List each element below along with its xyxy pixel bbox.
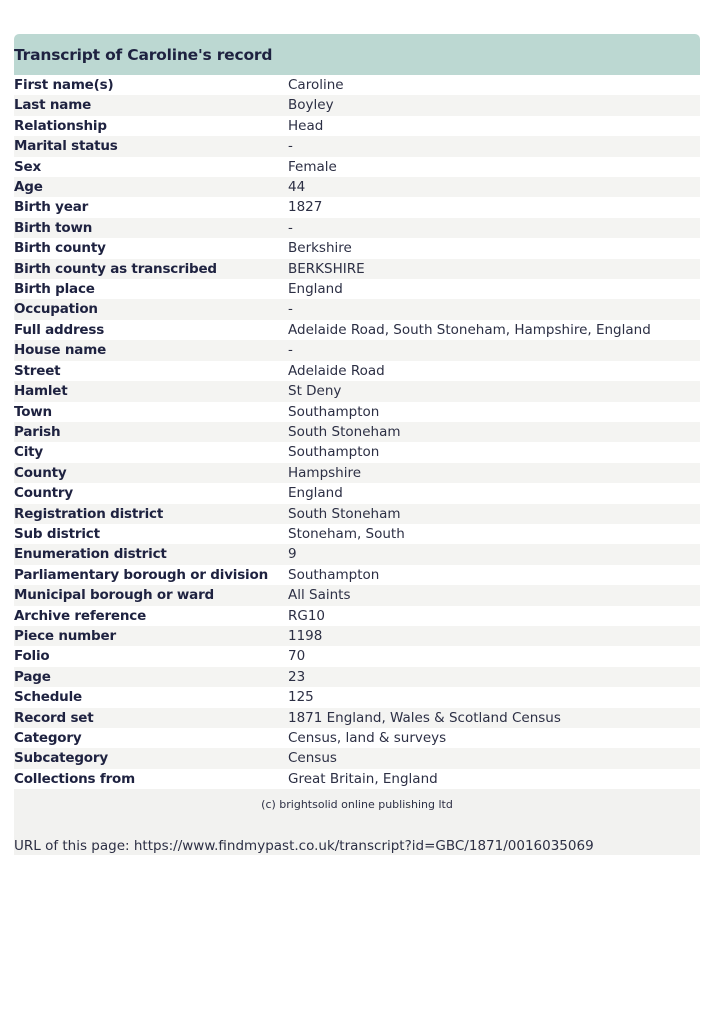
field-value: All Saints xyxy=(288,585,700,605)
table-row xyxy=(14,157,700,177)
field-label: Category xyxy=(14,730,82,746)
field-label: Piece number xyxy=(14,626,288,646)
field-label: Page xyxy=(14,667,288,687)
copyright-notice: (c) brightsolid online publishing ltd xyxy=(261,798,453,812)
table-row xyxy=(14,381,700,401)
table-row xyxy=(14,463,700,483)
field-value: Great Britain, England xyxy=(288,770,438,787)
field-label: Enumeration district xyxy=(14,544,288,564)
field-value: - xyxy=(288,340,700,360)
field-label: Record set xyxy=(14,708,288,728)
field-label: Age xyxy=(14,177,288,197)
table-row xyxy=(14,402,700,422)
table-row xyxy=(14,238,700,258)
table-row xyxy=(14,320,700,340)
field-value: Stoneham, South xyxy=(288,525,405,542)
field-label: Schedule xyxy=(14,689,82,706)
field-value: South Stoneham xyxy=(288,422,700,442)
table-row xyxy=(14,708,700,728)
table-row xyxy=(14,606,700,626)
field-value: 70 xyxy=(288,648,306,665)
field-value: Census xyxy=(288,748,700,768)
table-row xyxy=(14,565,700,585)
table-row xyxy=(14,279,700,299)
table-row xyxy=(14,626,700,646)
table-row xyxy=(14,136,700,156)
field-value: Southampton xyxy=(288,566,380,583)
field-value: Census, land & surveys xyxy=(288,730,447,746)
field-label: Subcategory xyxy=(14,748,288,768)
field-label: Town xyxy=(14,403,52,420)
page-url: URL of this page: https://www.findmypast.co.uk/transcript?id=GBC/1871/0016035069 xyxy=(14,838,594,855)
table-row xyxy=(14,769,700,789)
field-value: St Deny xyxy=(288,381,700,401)
field-value: RG10 xyxy=(288,607,326,624)
field-label: Parish xyxy=(14,422,288,442)
field-value: Adelaide Road xyxy=(288,362,385,379)
field-label: Municipal borough or ward xyxy=(14,585,288,605)
table-row xyxy=(14,504,700,524)
field-label: Birth town xyxy=(14,218,288,238)
table-row xyxy=(14,259,700,279)
field-value: Hampshire xyxy=(288,463,700,483)
field-value: England xyxy=(288,281,343,298)
table-row xyxy=(14,340,700,360)
table-row xyxy=(14,524,700,544)
table-row xyxy=(14,687,700,707)
table-row xyxy=(14,442,700,462)
field-label: Occupation xyxy=(14,299,288,319)
field-value: 23 xyxy=(288,667,700,687)
field-label: Marital status xyxy=(14,136,288,156)
field-label: Collections from xyxy=(14,770,135,787)
field-value: 1827 xyxy=(288,199,323,216)
field-label: Street xyxy=(14,362,61,379)
field-value: Caroline xyxy=(288,77,344,93)
field-label: Hamlet xyxy=(14,381,288,401)
field-value: Adelaide Road, South Stoneham, Hampshire, England xyxy=(288,321,651,338)
record-table xyxy=(14,75,700,789)
table-row xyxy=(14,585,700,605)
table-row xyxy=(14,75,700,95)
table-row xyxy=(14,422,700,442)
table-row xyxy=(14,361,700,381)
field-label: Parliamentary borough or division xyxy=(14,566,268,583)
field-label: Registration district xyxy=(14,504,288,524)
field-label: Birth county xyxy=(14,240,106,257)
field-value: Head xyxy=(288,117,324,134)
field-value: Berkshire xyxy=(288,240,352,257)
field-label: Full address xyxy=(14,321,105,338)
field-value: 44 xyxy=(288,177,700,197)
field-value: Female xyxy=(288,158,337,175)
record-rows xyxy=(14,75,700,789)
table-row xyxy=(14,177,700,197)
table-row xyxy=(14,544,700,564)
field-value: Boyley xyxy=(288,95,700,115)
transcript-panel xyxy=(14,34,700,855)
field-value: BERKSHIRE xyxy=(288,259,700,279)
field-value: England xyxy=(288,485,343,502)
field-value: Southampton xyxy=(288,444,380,461)
field-label: City xyxy=(14,444,43,461)
page-title: Transcript of Caroline's record xyxy=(14,45,273,64)
table-row xyxy=(14,728,700,748)
table-row xyxy=(14,646,700,666)
footer xyxy=(14,789,700,855)
field-value: - xyxy=(288,136,700,156)
field-label: Folio xyxy=(14,648,50,665)
field-label: Birth place xyxy=(14,281,95,298)
field-label: House name xyxy=(14,340,288,360)
field-value: Southampton xyxy=(288,403,380,420)
panel-header xyxy=(14,34,700,75)
field-value: South Stoneham xyxy=(288,504,700,524)
field-label: Sex xyxy=(14,158,41,175)
field-value: 1871 England, Wales & Scotland Census xyxy=(288,708,700,728)
field-value: - xyxy=(288,218,700,238)
table-row xyxy=(14,116,700,136)
table-row xyxy=(14,667,700,687)
field-label: Relationship xyxy=(14,117,107,134)
table-row xyxy=(14,95,700,115)
field-value: 125 xyxy=(288,689,314,706)
table-row xyxy=(14,299,700,319)
table-row xyxy=(14,218,700,238)
field-value: 9 xyxy=(288,544,700,564)
field-label: Birth county as transcribed xyxy=(14,259,288,279)
table-row xyxy=(14,748,700,768)
table-row xyxy=(14,483,700,503)
field-value: 1198 xyxy=(288,626,700,646)
field-label: Country xyxy=(14,485,73,502)
field-label: Archive reference xyxy=(14,607,147,624)
field-label: Last name xyxy=(14,95,288,115)
field-label: County xyxy=(14,463,288,483)
field-value: - xyxy=(288,299,700,319)
field-label: Sub district xyxy=(14,525,100,542)
table-row xyxy=(14,197,700,217)
field-label: Birth year xyxy=(14,199,89,216)
field-label: First name(s) xyxy=(14,77,114,93)
